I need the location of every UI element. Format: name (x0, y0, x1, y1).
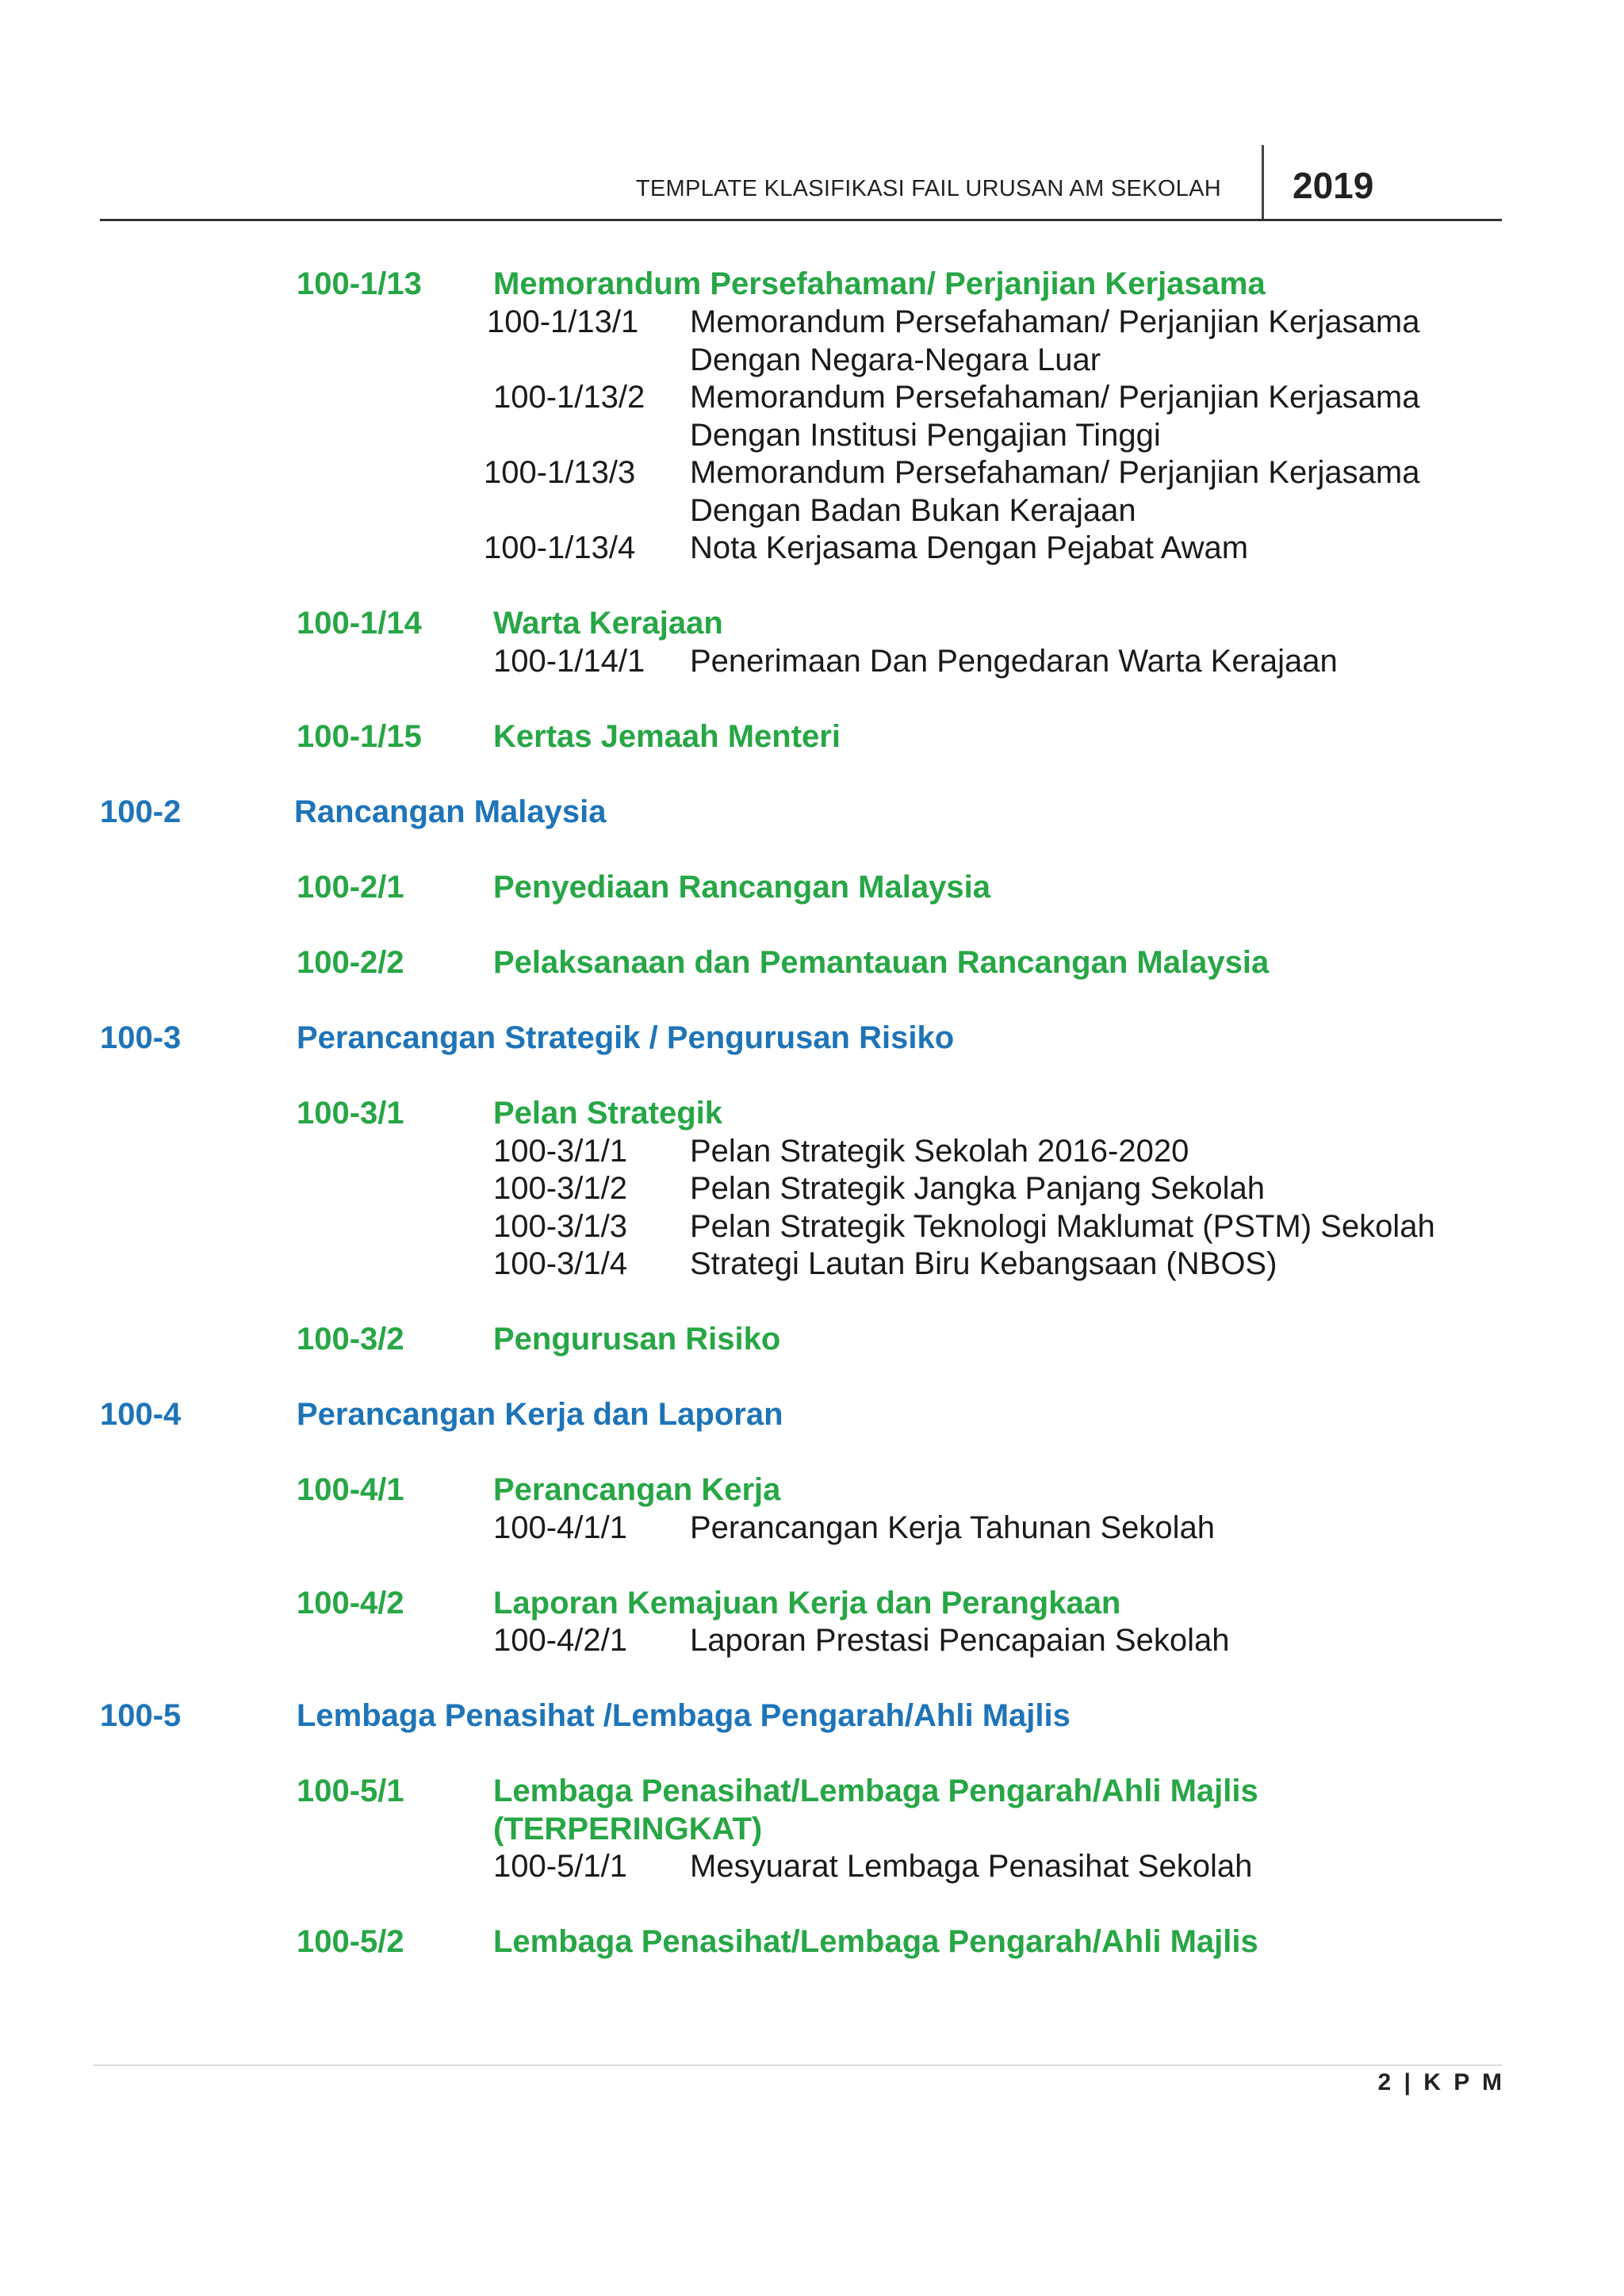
entry-code: 100-2/1 (297, 870, 404, 905)
entry-code: 100-4 (100, 1397, 182, 1432)
entry-title: Perancangan Kerja Tahunan Sekolah (690, 1510, 1215, 1545)
entry-title: Memorandum Persefahaman/ Perjanjian Kerjasama (493, 266, 1266, 301)
entry-title: Laporan Kemajuan Kerja dan Perangkaan (493, 1586, 1121, 1621)
entry-title: Penyediaan Rancangan Malaysia (493, 870, 990, 905)
entry-code: 100-1/13/1 (487, 304, 639, 339)
entry-code: 100-5/2 (297, 1924, 404, 1959)
entry-title: Rancangan Malaysia (294, 794, 607, 829)
entry-title-continuation (493, 1810, 762, 1848)
entry-code: 100-5 (100, 1698, 182, 1733)
entry-code: 100-3/1/2 (493, 1171, 628, 1206)
entry-code: 100-1/14/1 (493, 644, 645, 679)
entry-code: 100-4/1/1 (493, 1510, 628, 1545)
entry-code: 100-3/1/3 (493, 1209, 628, 1244)
entry-code: 100-4/1 (297, 1472, 404, 1507)
entry-title: Perancangan Kerja dan Laporan (297, 1397, 783, 1432)
entry-code: 100-3/1/4 (493, 1246, 628, 1281)
entry-title-cont: Dengan Negara-Negara Luar (690, 342, 1101, 377)
entry-title: Memorandum Persefahaman/ Perjanjian Kerjasama (690, 380, 1420, 415)
header-title: TEMPLATE KLASIFIKASI FAIL URUSAN AM SEKOLAH (635, 176, 1221, 201)
entry-code: 100-3/2 (297, 1322, 404, 1357)
entry-code: 100-1/13/2 (493, 380, 645, 415)
entry-title: Pelan Strategik Sekolah 2016-2020 (690, 1134, 1189, 1169)
footer-page-number: 2 | K P M (1377, 2069, 1505, 2095)
entry-title-cont: Dengan Badan Bukan Kerajaan (690, 493, 1136, 528)
entry-title-continuation (690, 492, 1136, 530)
entry-title: Pelan Strategik Jangka Panjang Sekolah (690, 1171, 1265, 1206)
footer-rule (94, 2064, 1502, 2066)
entry-title: Lembaga Penasihat/Lembaga Pengarah/Ahli Majlis (493, 1774, 1258, 1808)
entry-code: 100-3/1/1 (493, 1134, 628, 1169)
entry-code: 100-1/13/4 (484, 530, 636, 565)
entry-title-cont: Dengan Institusi Pengajian Tinggi (690, 418, 1161, 453)
entry-title-continuation (690, 341, 1101, 379)
entry-title: Pengurusan Risiko (493, 1322, 781, 1357)
entry-code: 100-1/14 (297, 606, 422, 641)
header-year: 2019 (1293, 165, 1374, 206)
entry-title: Lembaga Penasihat /Lembaga Pengarah/Ahli Majlis (297, 1698, 1071, 1733)
entry-code: 100-5/1/1 (493, 1849, 628, 1884)
entry-title: Warta Kerajaan (493, 606, 723, 641)
entry-title: Memorandum Persefahaman/ Perjanjian Kerjasama (690, 455, 1420, 490)
entry-title: Memorandum Persefahaman/ Perjanjian Kerjasama (690, 304, 1420, 339)
entry-code: 100-1/15 (297, 719, 422, 754)
entry-title-continuation (690, 416, 1161, 454)
entry-code: 100-1/13 (297, 266, 422, 301)
entry-code: 100-4/2 (297, 1586, 404, 1621)
header-divider (1262, 145, 1264, 221)
entry-title: Kertas Jemaah Menteri (493, 719, 841, 754)
entry-title-cont: (TERPERINGKAT) (493, 1812, 763, 1846)
entry-title: Penerimaan Dan Pengedaran Warta Kerajaan (690, 644, 1338, 679)
entry-title: Laporan Prestasi Pencapaian Sekolah (690, 1623, 1230, 1658)
entry-title: Perancangan Kerja (493, 1472, 781, 1507)
entry-code: 100-3 (100, 1020, 182, 1055)
entry-title: Nota Kerjasama Dengan Pejabat Awam (690, 530, 1249, 565)
entry-code: 100-1/13/3 (484, 455, 636, 490)
entry-title: Pelan Strategik (493, 1096, 723, 1131)
entry-title: Mesyuarat Lembaga Penasihat Sekolah (690, 1849, 1253, 1884)
entry-code: 100-3/1 (297, 1096, 404, 1131)
entry-code: 100-5/1 (297, 1774, 404, 1808)
entry-title: Pelan Strategik Teknologi Maklumat (PSTM) Sekolah (690, 1209, 1435, 1244)
entry-code: 100-4/2/1 (493, 1623, 628, 1658)
entry-title: Pelaksanaan dan Pemantauan Rancangan Malaysia (493, 945, 1270, 980)
entry-title: Perancangan Strategik / Pengurusan Risiko (297, 1020, 955, 1055)
entry-code: 100-2 (100, 794, 182, 829)
header-rule (100, 219, 1502, 221)
entry-title: Lembaga Penasihat/Lembaga Pengarah/Ahli Majlis (493, 1924, 1258, 1959)
entry-code: 100-2/2 (297, 945, 404, 980)
entry-title: Strategi Lautan Biru Kebangsaan (NBOS) (690, 1246, 1277, 1281)
